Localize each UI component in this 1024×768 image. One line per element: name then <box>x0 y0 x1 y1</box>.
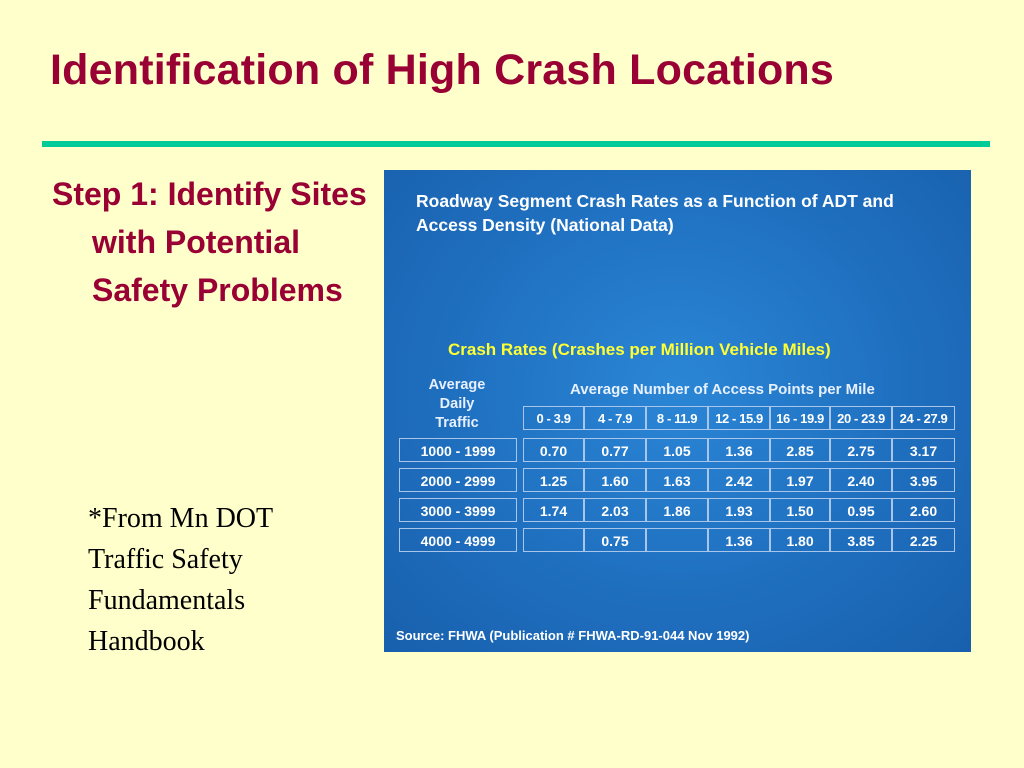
row-label: 2000 - 2999 <box>399 468 517 492</box>
table-cell: 1.05 <box>646 438 708 462</box>
slide-title: Identification of High Crash Locations <box>50 46 835 94</box>
column-header: 16 - 19.9 <box>770 406 830 430</box>
table-cell: 1.97 <box>770 468 830 492</box>
row-header-line: Traffic <box>435 415 479 431</box>
table-cell: 1.74 <box>523 498 584 522</box>
table-cell: 0.75 <box>584 528 646 552</box>
column-header: 0 - 3.9 <box>523 406 584 430</box>
table-cell: 2.40 <box>830 468 892 492</box>
table-cell <box>646 528 708 552</box>
column-header: 24 - 27.9 <box>892 406 955 430</box>
table-cell: 0.77 <box>584 438 646 462</box>
column-group-header: Average Number of Access Points per Mile <box>570 381 875 398</box>
note-line: Fundamentals <box>88 585 246 616</box>
table-cell: 0.95 <box>830 498 892 522</box>
row-label: 4000 - 4999 <box>399 528 517 552</box>
table-cell: 2.25 <box>892 528 955 552</box>
table-cell: 1.25 <box>523 468 584 492</box>
table-source: Source: FHWA (Publication # FHWA-RD-91-044 Nov 1992) <box>396 628 750 643</box>
row-header-line: Average <box>428 377 486 393</box>
note-line: *From Mn DOT <box>88 503 274 534</box>
step-bullet: Step 1: Identify Sites with Potential Safety Problems <box>52 176 367 308</box>
table-cell: 2.85 <box>770 438 830 462</box>
table-cell: 0.70 <box>523 438 584 462</box>
source-note <box>88 498 273 662</box>
crash-rate-table-image <box>384 170 971 652</box>
table-cell <box>523 528 584 552</box>
table-cell: 2.03 <box>584 498 646 522</box>
column-header: 8 - 11.9 <box>646 406 708 430</box>
column-header: 4 - 7.9 <box>584 406 646 430</box>
row-label: 3000 - 3999 <box>399 498 517 522</box>
row-header-line: Daily <box>439 396 475 412</box>
table-cell: 3.95 <box>892 468 955 492</box>
title-divider <box>42 141 990 147</box>
table-cell: 1.60 <box>584 468 646 492</box>
note-line: Handbook <box>88 626 205 657</box>
table-cell: 3.85 <box>830 528 892 552</box>
table-cell: 1.80 <box>770 528 830 552</box>
table-cell: 1.63 <box>646 468 708 492</box>
table-cell: 2.75 <box>830 438 892 462</box>
row-label: 1000 - 1999 <box>399 438 517 462</box>
note-line: Traffic Safety <box>88 544 243 575</box>
table-cell: 3.17 <box>892 438 955 462</box>
table-cell: 1.86 <box>646 498 708 522</box>
table-title: Roadway Segment Crash Rates as a Function of ADT and Access Density (National Data) <box>416 191 894 235</box>
column-header: 20 - 23.9 <box>830 406 892 430</box>
table-cell: 1.50 <box>770 498 830 522</box>
table-cell: 2.60 <box>892 498 955 522</box>
table-cell: 1.93 <box>708 498 770 522</box>
table-cell: 1.36 <box>708 528 770 552</box>
table-cell: 2.42 <box>708 468 770 492</box>
table-cell: 1.36 <box>708 438 770 462</box>
column-header: 12 - 15.9 <box>708 406 770 430</box>
row-header <box>414 376 500 433</box>
table-subtitle: Crash Rates (Crashes per Million Vehicle Miles) <box>448 340 831 359</box>
